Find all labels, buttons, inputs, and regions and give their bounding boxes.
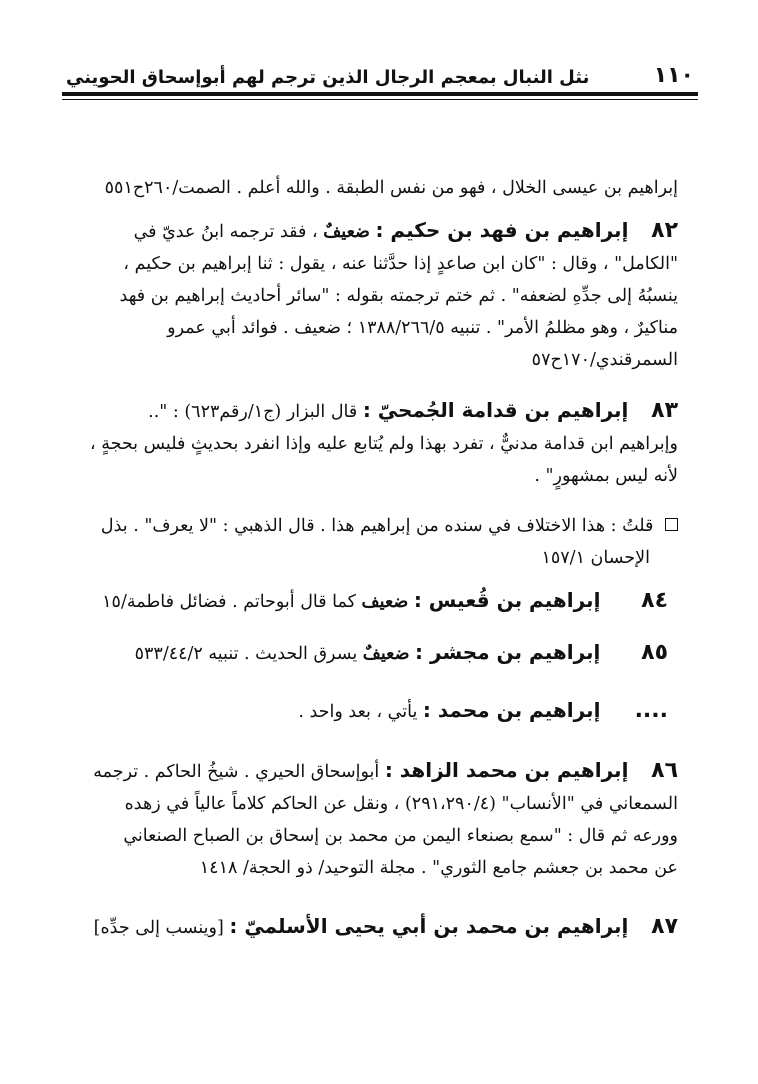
entry-name: إبراهيم بن فهد بن حكيم : <box>375 218 629 242</box>
entry-83 <box>64 394 678 492</box>
entry-name: إبراهيم بن قُعيس : <box>413 588 601 612</box>
entry-grade: ضعيفٌ <box>323 222 370 242</box>
page-number: ١١٠ <box>653 63 694 88</box>
header-rule-thin <box>62 99 698 100</box>
entry-text: السمعاني في "الأنساب" (٢٩١،٢٩٠/٤) ، ونقل عن الحاكم كلاماً عالياً في زهده <box>124 794 678 814</box>
entry-text: لأنه ليس بمشهورٍ" . <box>534 466 678 486</box>
entry-text: [وينسب إلى جدِّه] <box>93 918 224 938</box>
author-note <box>64 510 678 574</box>
entry-number: ٨٣ <box>651 398 678 423</box>
entry-text: ، فقد ترجمه ابنُ عديّ في <box>133 222 318 242</box>
entry-84 <box>64 584 678 618</box>
entry-text: أبوإسحاق الحيري . شيخُ الحاكم . ترجمه <box>93 762 380 782</box>
intro-line: إبراهيم بن عيسى الخلال ، فهو من نفس الطبقة . والله أعلم . الصمت/٢٦٠ح٥٥١ <box>104 178 678 198</box>
entry-grade: ضعيف <box>361 592 409 612</box>
entry-text: يسرق الحديث . تنبيه ٥٣٣/٤٤/٢ <box>134 644 358 664</box>
entry-number: ٨٢ <box>651 218 678 243</box>
square-bullet-icon <box>665 518 678 531</box>
entry-name: إبراهيم بن مجشر : <box>415 640 601 664</box>
page-content <box>64 172 678 944</box>
entry-name: إبراهيم بن محمد : <box>422 698 601 722</box>
page-header <box>66 52 694 88</box>
running-title: نثل النبال بمعجم الرجال الذين ترجم لهم أبوإسحاق الحويني <box>66 67 590 88</box>
entry-number: ٨٧ <box>651 914 678 939</box>
entry-text: وإبراهيم ابن قدامة مدنيٌّ ، تفرد بهذا ولم يُتابع عليه وإذا انفرد بحديثٍ فليس بحجةٍ ، <box>90 434 678 454</box>
entry-number: ٨٥ <box>641 640 668 665</box>
header-rule-thick <box>62 92 698 96</box>
cross-reference-entry <box>64 694 678 728</box>
entry-82 <box>64 214 678 376</box>
entry-text: قال البزار (ج١/رقم٦٢٣) : ".. <box>148 402 358 422</box>
entry-87 <box>64 910 678 944</box>
entry-85 <box>64 636 678 670</box>
entry-name: إبراهيم بن قدامة الجُمحيّ : <box>362 398 629 422</box>
entry-grade: ضعيفٌ <box>362 644 410 664</box>
entry-number: .... <box>634 698 668 723</box>
entry-text: وورعه ثم قال : "سمع بصنعاء اليمن من محمد بن إسحاق بن الصباح الصنعاني <box>123 826 678 846</box>
entry-text: ينسبُهُ إلى جدِّهِ لضعفه" . ثم ختم ترجمته بقوله : "سائر أحاديث إبراهيم بن فهد <box>119 286 678 306</box>
entry-text: كما قال أبوحاتم . فضائل فاطمة/١٥ <box>102 592 356 612</box>
entry-number: ٨٤ <box>641 588 668 613</box>
entry-text: "الكامل" ، وقال : "كان ابن صاعدٍ إذا حدَّثنا عنه ، يقول : ثنا إبراهيم بن حكيم ، <box>123 254 678 274</box>
entry-text: عن محمد بن جعشم جامع الثوري" . مجلة التوحيد/ ذو الحجة/ ١٤١٨ <box>199 858 678 878</box>
entry-text: يأتي ، بعد واحد . <box>298 702 418 722</box>
note-text: الإحسان ١٥٧/١ <box>541 548 650 568</box>
entry-86 <box>64 754 678 884</box>
entry-text: مناكيرٌ ، وهو مظلمُ الأمر" . تنبيه ١٣٨٨/٢٦٦/٥ ؛ ضعيف . فوائد أبي عمرو <box>167 318 678 338</box>
entry-name: إبراهيم بن محمد الزاهد : <box>384 758 629 782</box>
note-text: قلتُ : هذا الاختلاف في سنده من إبراهيم هذا . قال الذهبي : "لا يعرف" . بذل <box>100 516 654 536</box>
entry-name: إبراهيم بن محمد بن أبي يحيى الأسلميّ : <box>229 914 629 938</box>
entry-text: السمرقندي/١٧٠ح٥٧ <box>531 350 678 370</box>
entry-number: ٨٦ <box>651 758 678 783</box>
